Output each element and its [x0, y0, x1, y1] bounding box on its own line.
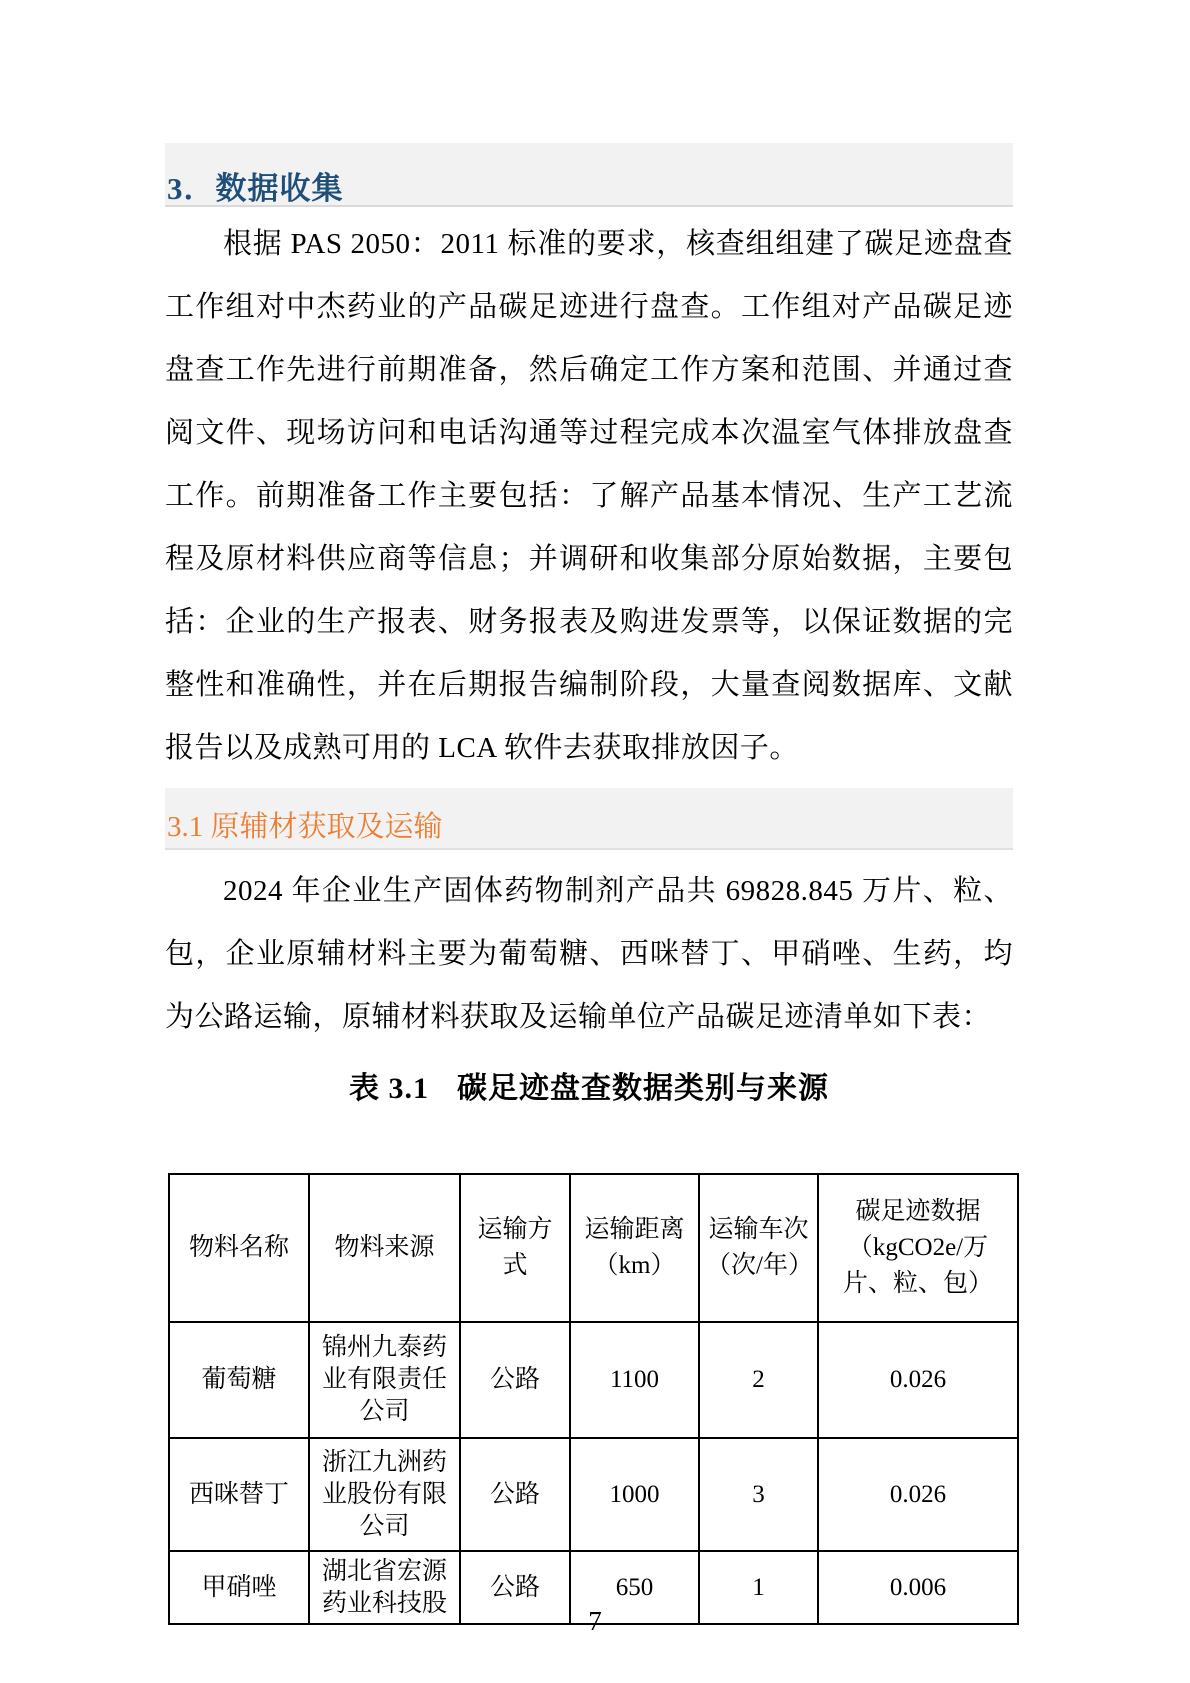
table-header	[169, 1174, 1018, 1322]
table-header-row	[169, 1174, 1018, 1322]
table-header-cell: 运输方式	[460, 1174, 570, 1322]
table-caption-title: 碳足迹盘查数据类别与来源	[457, 1072, 829, 1105]
table-row	[169, 1322, 1018, 1438]
table-cell: 锦州九泰药业有限责任公司	[309, 1322, 460, 1438]
table-caption	[165, 1063, 1013, 1107]
table-cell: 1100	[570, 1322, 699, 1438]
table-header-cell: 运输距离（km）	[570, 1174, 699, 1322]
table-cell: 西咪替丁	[169, 1438, 309, 1551]
table-cell: 浙江九洲药业股份有限公司	[309, 1438, 460, 1551]
table-cell: 湖北省宏源药业科技股	[309, 1551, 460, 1624]
table-header-cell: 运输车次（次/年）	[699, 1174, 818, 1322]
table-cell: 公路	[460, 1322, 570, 1438]
table-row	[169, 1438, 1018, 1551]
table-header-cell: 物料名称	[169, 1174, 309, 1322]
table-cell: 0.006	[818, 1551, 1018, 1624]
table-caption-label: 表 3.1	[349, 1072, 429, 1105]
table-cell: 1	[699, 1551, 818, 1624]
page-number: 7	[588, 1606, 602, 1636]
table-cell: 2	[699, 1322, 818, 1438]
table-cell: 0.026	[818, 1322, 1018, 1438]
section-heading: 3．数据收集	[165, 143, 1013, 207]
table-header-cell: 物料来源	[309, 1174, 460, 1322]
table-header-cell: 碳足迹数据（kgCO2e/万片、粒、包）	[818, 1174, 1018, 1322]
table-cell: 公路	[460, 1438, 570, 1551]
materials-transport-table	[168, 1173, 1019, 1625]
table-cell: 甲硝唑	[169, 1551, 309, 1624]
subsection-heading: 3.1 原辅材获取及运输	[165, 788, 1013, 850]
table-cell: 0.026	[818, 1438, 1018, 1551]
paragraph-raw-materials: 2024 年企业生产固体药物制剂产品共 69828.845 万片、粒、包，企业原辅材料主要为葡萄糖、西咪替丁、甲硝唑、生药，均为公路运输，原辅材料获取及运输单位产品碳足迹清单如下表：	[165, 875, 1013, 1033]
table-cell: 650	[570, 1551, 699, 1624]
table-cell: 1000	[570, 1438, 699, 1551]
table-cell: 3	[699, 1438, 818, 1551]
paragraph-data-collection: 根据 PAS 2050：2011 标准的要求，核查组组建了碳足迹盘查工作组对中杰药业的产品碳足迹进行盘查。工作组对产品碳足迹盘查工作先进行前期准备，然后确定工作方案和范围、并通过查阅文件、现场访问和电话沟通等过程完成本次温室气体排放盘查工作。前期准备工作主要包括：了解产品基本情况、生产工艺流程及原材料供应商等信息；并调研和收集部分原始数据，主要包括：企业的生产报表、财务报表及购进发票等，以保证数据的完整性和准确性，并在后期报告编制阶段，大量查阅数据库、文献报告以及成熟可用的 LCA 软件去获取排放因子。	[165, 228, 1013, 764]
table-cell: 公路	[460, 1551, 570, 1624]
table-body	[169, 1322, 1018, 1624]
content-column	[165, 143, 1013, 1625]
table-cell: 葡萄糖	[169, 1322, 309, 1438]
